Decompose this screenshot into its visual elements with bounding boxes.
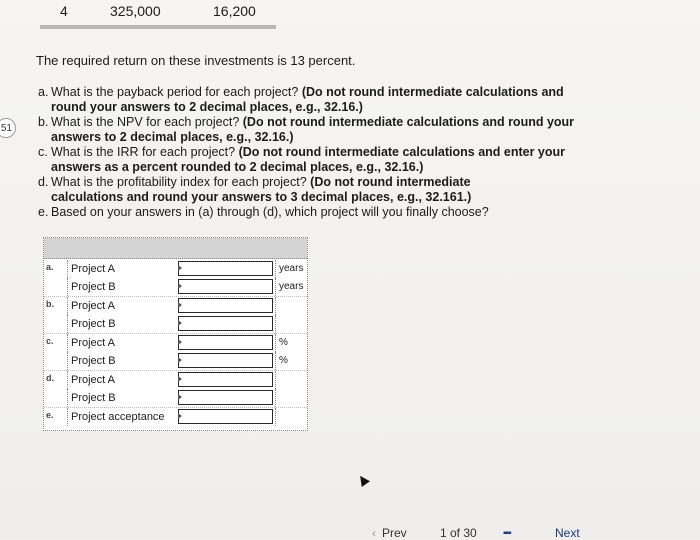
bottom-navigation xyxy=(0,524,700,539)
answer-row-payback-b: Project B years xyxy=(44,278,307,297)
required-return-text: The required return on these investments is 13 percent. xyxy=(36,53,356,68)
question-b: b. What is the NPV for each project? (Do not round intermediate calculations and round your answers to 2 decimal places, e.g., 32.16.) xyxy=(38,115,575,144)
previous-table-row xyxy=(0,0,700,24)
pi-b-input[interactable] xyxy=(178,390,273,405)
side-marker: 51 xyxy=(0,118,16,138)
prev-button[interactable]: ‹ Prev xyxy=(372,526,407,540)
project-acceptance-select[interactable] xyxy=(178,409,273,424)
answer-row-irr-a: c. Project A % xyxy=(44,334,307,352)
project-a-cashflow-cell: 325,000 xyxy=(110,3,161,19)
question-d: d. What is the profitability index for each project? (Do not round intermediate calculations and round your answers to 3 decimal places, e.g., 32.161.) xyxy=(38,175,472,204)
page-indicator[interactable]: 1 of 30 xyxy=(440,526,477,540)
answer-row-payback-a: a. Project A years xyxy=(44,260,307,278)
answer-table-header xyxy=(44,238,307,259)
question-a: a. What is the payback period for each project? (Do not round intermediate calculations and round your answers to 2 decimal places, e.g., 32.16.) xyxy=(38,85,564,114)
answer-row-irr-b: Project B % xyxy=(44,352,307,371)
answer-row-pi-a: d. Project A xyxy=(44,371,307,389)
question-c: c. What is the IRR for each project? (Do not round intermediate calculations and enter your answers as a percent rounded to 2 decimal places, e.g., 32.16.) xyxy=(38,145,566,174)
npv-b-input[interactable] xyxy=(178,316,273,331)
answer-row-acceptance: e. Project acceptance xyxy=(44,408,307,426)
npv-a-input[interactable] xyxy=(178,298,273,313)
mouse-pointer-icon xyxy=(356,473,370,487)
answer-table xyxy=(43,237,308,431)
pi-a-input[interactable] xyxy=(178,372,273,387)
answer-row-pi-b: Project B xyxy=(44,389,307,408)
year-cell: 4 xyxy=(60,3,68,19)
payback-a-input[interactable] xyxy=(178,261,273,276)
irr-a-input[interactable] xyxy=(178,335,273,350)
answer-row-npv-a: b. Project A xyxy=(44,297,307,315)
answer-row-npv-b: Project B xyxy=(44,315,307,334)
next-button[interactable]: Next xyxy=(555,526,580,540)
grid-icon[interactable]: ▪▪▪ xyxy=(503,528,511,539)
table-bottom-rule xyxy=(40,25,276,29)
irr-b-input[interactable] xyxy=(178,353,273,368)
question-e: e. Based on your answers in (a) through (d), which project will you finally choose? xyxy=(38,205,489,219)
project-b-cashflow-cell: 16,200 xyxy=(213,3,256,19)
payback-b-input[interactable] xyxy=(178,279,273,294)
question-list xyxy=(38,85,583,220)
